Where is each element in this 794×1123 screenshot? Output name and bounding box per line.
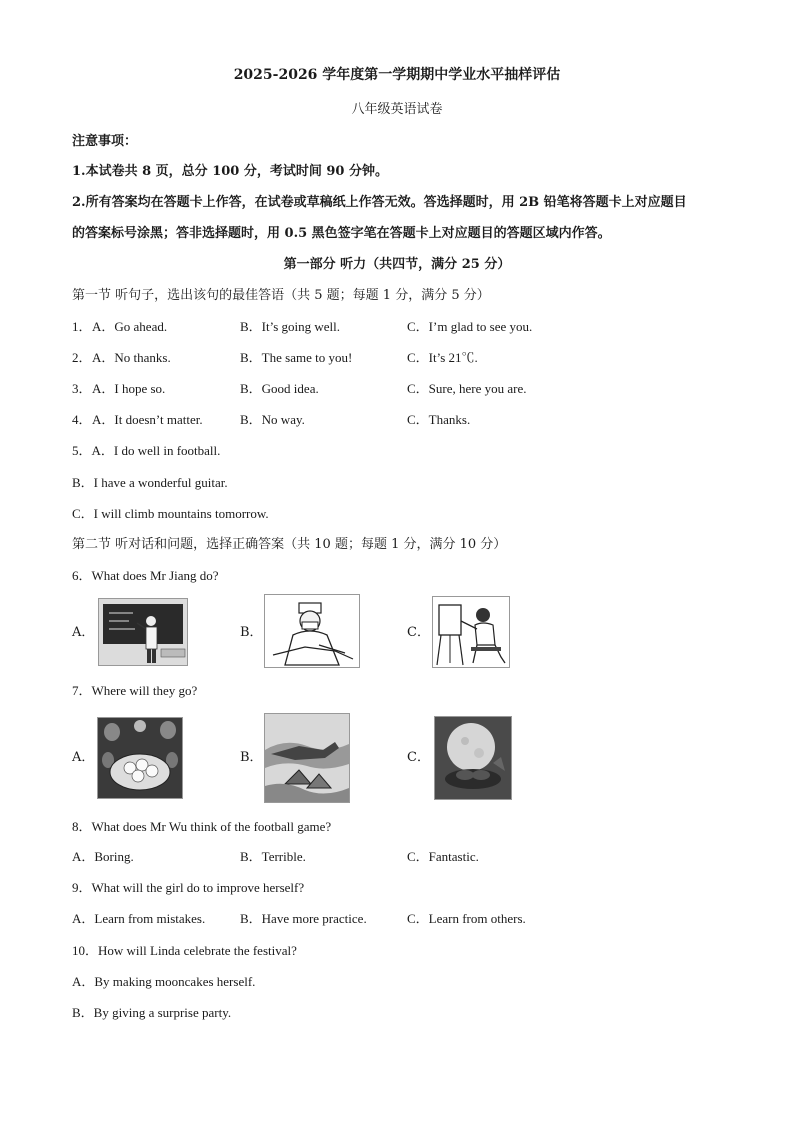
q3-option-c: C．Sure, here you are.: [407, 381, 527, 396]
notes-item-2-line-1: 2.所有答案均在答题卡上作答，在试卷或草稿纸上作答无效。答选择题时，用 2B 铅笔将答题卡上对应题目: [72, 195, 687, 210]
section1-heading: 第一节 听句子，选出该句的最佳答语（共 5 题；每题 1 分，满分 5 分）: [72, 288, 490, 303]
doctor-icon: [264, 594, 360, 668]
teacher-icon: [98, 598, 188, 666]
notes-heading: 注意事项：: [72, 134, 138, 149]
lantern-festival-icon: [97, 717, 183, 799]
notes-item-2-line-2: 的答案标号涂黑；答非选择题时，用 0.5 黑色签字笔在答题卡上对应题目的答题区域内作答。: [72, 226, 611, 241]
q3-option-b: B．Good idea.: [240, 381, 319, 396]
q6-stem: 6．What does Mr Jiang do?: [72, 568, 219, 583]
q2-option-a: A．No thanks.: [92, 350, 171, 365]
q8-option-a: A．Boring.: [72, 849, 134, 864]
q7-label-c: C．: [407, 750, 430, 765]
q2-option-c: C．It’s 21℃.: [407, 350, 478, 365]
q7-label-b: B．: [240, 750, 263, 765]
q9-stem: 9．What will the girl do to improve herself?: [72, 880, 305, 895]
notes-item-1: 1.本试卷共 8 页，总分 100 分，考试时间 90 分钟。: [72, 164, 388, 179]
q1-option-a: A．Go ahead.: [92, 319, 168, 334]
q6-label-b: B．: [240, 625, 263, 640]
q3-number: 3．: [72, 381, 92, 396]
exam-title: 2025-2026 学年度第一学期期中学业水平抽样评估: [233, 67, 561, 83]
q4-number: 4．: [72, 412, 92, 427]
q3-option-a: A．I hope so.: [92, 381, 166, 396]
q4-option-c: C．Thanks.: [407, 412, 471, 427]
q10-option-b: B．By giving a surprise party.: [72, 1005, 232, 1020]
q7-label-a: A．: [72, 750, 95, 765]
dragon-boat-icon: [264, 713, 350, 803]
q6-label-c: C．: [407, 625, 430, 640]
moon-festival-icon: [434, 716, 512, 800]
painter-icon: [432, 596, 510, 668]
q4-option-b: B．No way.: [240, 412, 305, 427]
q5-option-a: 5．A．I do well in football.: [72, 443, 221, 458]
section2-heading: 第二节 听对话和问题，选择正确答案（共 10 题；每题 1 分，满分 10 分）: [72, 537, 507, 552]
q9-option-c: C．Learn from others.: [407, 911, 526, 926]
q10-option-a: A．By making mooncakes herself.: [72, 974, 256, 989]
q1-number: 1．: [72, 319, 92, 334]
part1-heading: 第一部分 听力（共四节，满分 25 分）: [283, 257, 511, 272]
q6-label-a: A．: [72, 625, 95, 640]
q9-option-b: B．Have more practice.: [240, 911, 367, 926]
q8-option-c: C．Fantastic.: [407, 849, 479, 864]
q7-stem: 7．Where will they go?: [72, 683, 198, 698]
q8-stem: 8．What does Mr Wu think of the football game?: [72, 819, 332, 834]
q8-option-b: B．Terrible.: [240, 849, 306, 864]
q5-option-c: C．I will climb mountains tomorrow.: [72, 506, 269, 521]
q9-option-a: A．Learn from mistakes.: [72, 911, 206, 926]
q1-option-c: C．I’m glad to see you.: [407, 319, 533, 334]
q10-stem: 10．How will Linda celebrate the festival?: [72, 943, 297, 958]
q2-number: 2．: [72, 350, 92, 365]
q1-option-b: B．It’s going well.: [240, 319, 341, 334]
q2-option-b: B．The same to you!: [240, 350, 353, 365]
exam-subtitle: 八年级英语试卷: [351, 102, 443, 117]
q4-option-a: A．It doesn’t matter.: [92, 412, 203, 427]
q5-option-b: B．I have a wonderful guitar.: [72, 475, 228, 490]
